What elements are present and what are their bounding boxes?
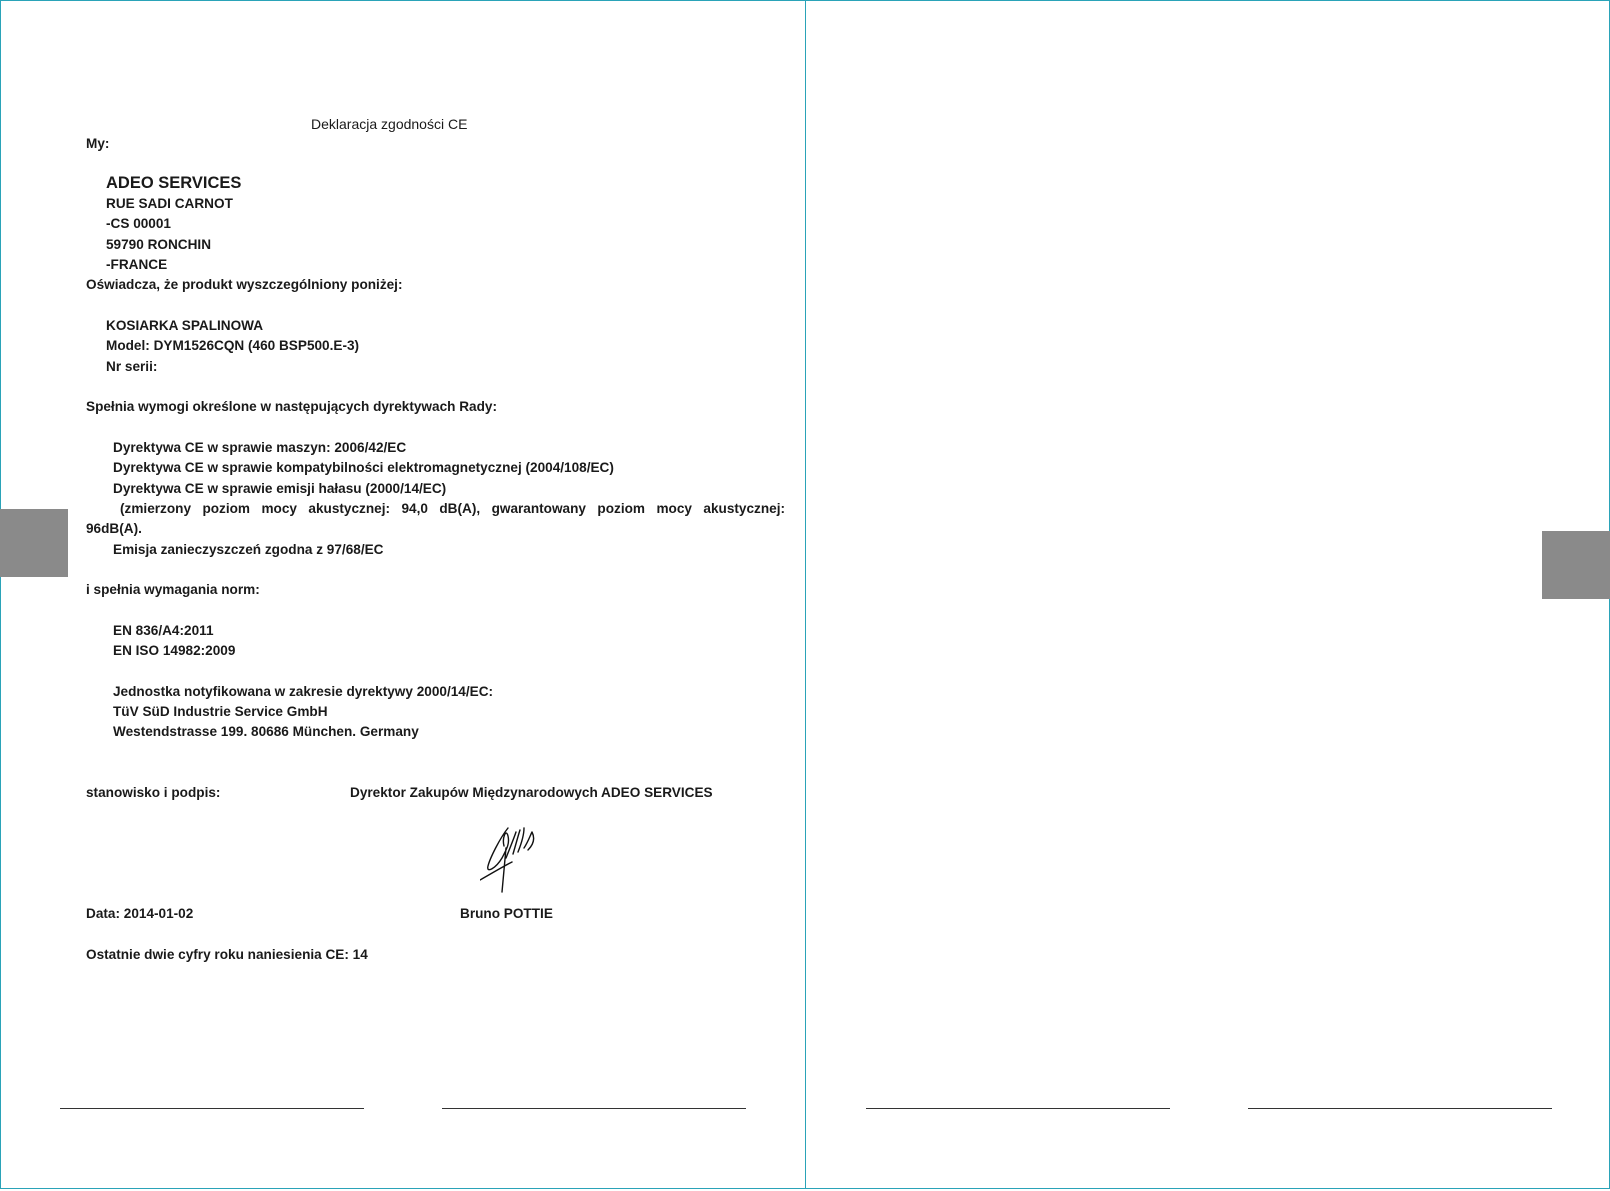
footer-rule [442, 1108, 746, 1109]
directive-item: Dyrektywa CE w sprawie kompatybilności elektromagnetycznej (2004/108/EC) [113, 460, 614, 475]
footer-rule [866, 1108, 1170, 1109]
company-address-line: 59790 RONCHIN [106, 237, 212, 252]
footer-rule [60, 1108, 364, 1109]
footer-rule [1248, 1108, 1552, 1109]
norms-label: i spełnia wymagania norm: [86, 582, 260, 597]
company-address-line: -CS 00001 [106, 216, 171, 231]
page-title: Deklaracja zgodności CE [311, 116, 468, 132]
company-address-line: -FRANCE [106, 257, 168, 272]
company-address-line: RUE SADI CARNOT [106, 196, 233, 211]
product-serial: Nr serii: [106, 359, 158, 374]
noise-level-line: (zmierzony poziom mocy akustycznej: 94,0 dB(A), gwarantowany poziom mocy akustycznej: [120, 501, 785, 516]
ce-year-line: Ostatnie dwie cyfry roku naniesienia CE: 14 [86, 947, 368, 962]
product-model: Model: DYM1526CQN (460 BSP500.E-3) [106, 338, 360, 353]
date-field: Data: 2014-01-02 [86, 906, 194, 921]
declares-label: Oświadcza, że produkt wyszczególniony poniżej: [86, 277, 403, 292]
directive-item: Dyrektywa CE w sprawie maszyn: 2006/42/EC [113, 440, 407, 455]
notified-body-line: Jednostka notyfikowana w zakresie dyrektywy 2000/14/EC: [113, 684, 494, 699]
position-value: Dyrektor Zakupów Międzynarodowych ADEO SERVICES [350, 785, 713, 800]
right-page [805, 0, 1610, 1189]
signatory-name: Bruno POTTIE [460, 906, 553, 921]
company-name: ADEO SERVICES [106, 174, 242, 192]
notified-body-line: TüV SüD Industrie Service GmbH [113, 704, 328, 719]
norm-item: EN 836/A4:2011 [113, 623, 214, 638]
signature-image [480, 818, 540, 894]
we-label: My: [86, 136, 110, 151]
notified-body-line: Westendstrasse 199. 80686 München. Germany [113, 724, 419, 739]
left-page-tab [0, 509, 68, 577]
right-page-tab [1542, 531, 1610, 599]
norm-item: EN ISO 14982:2009 [113, 643, 236, 658]
product-name: KOSIARKA SPALINOWA [106, 318, 264, 333]
directive-item: Dyrektywa CE w sprawie emisji hałasu (2000/14/EC) [113, 481, 447, 496]
position-label: stanowisko i podpis: [86, 785, 221, 800]
noise-level-guaranteed: 96dB(A). [86, 521, 142, 536]
emission-line: Emisja zanieczyszczeń zgodna z 97/68/EC [113, 542, 384, 557]
directives-label: Spełnia wymogi określone w następujących dyrektywach Rady: [86, 399, 497, 414]
